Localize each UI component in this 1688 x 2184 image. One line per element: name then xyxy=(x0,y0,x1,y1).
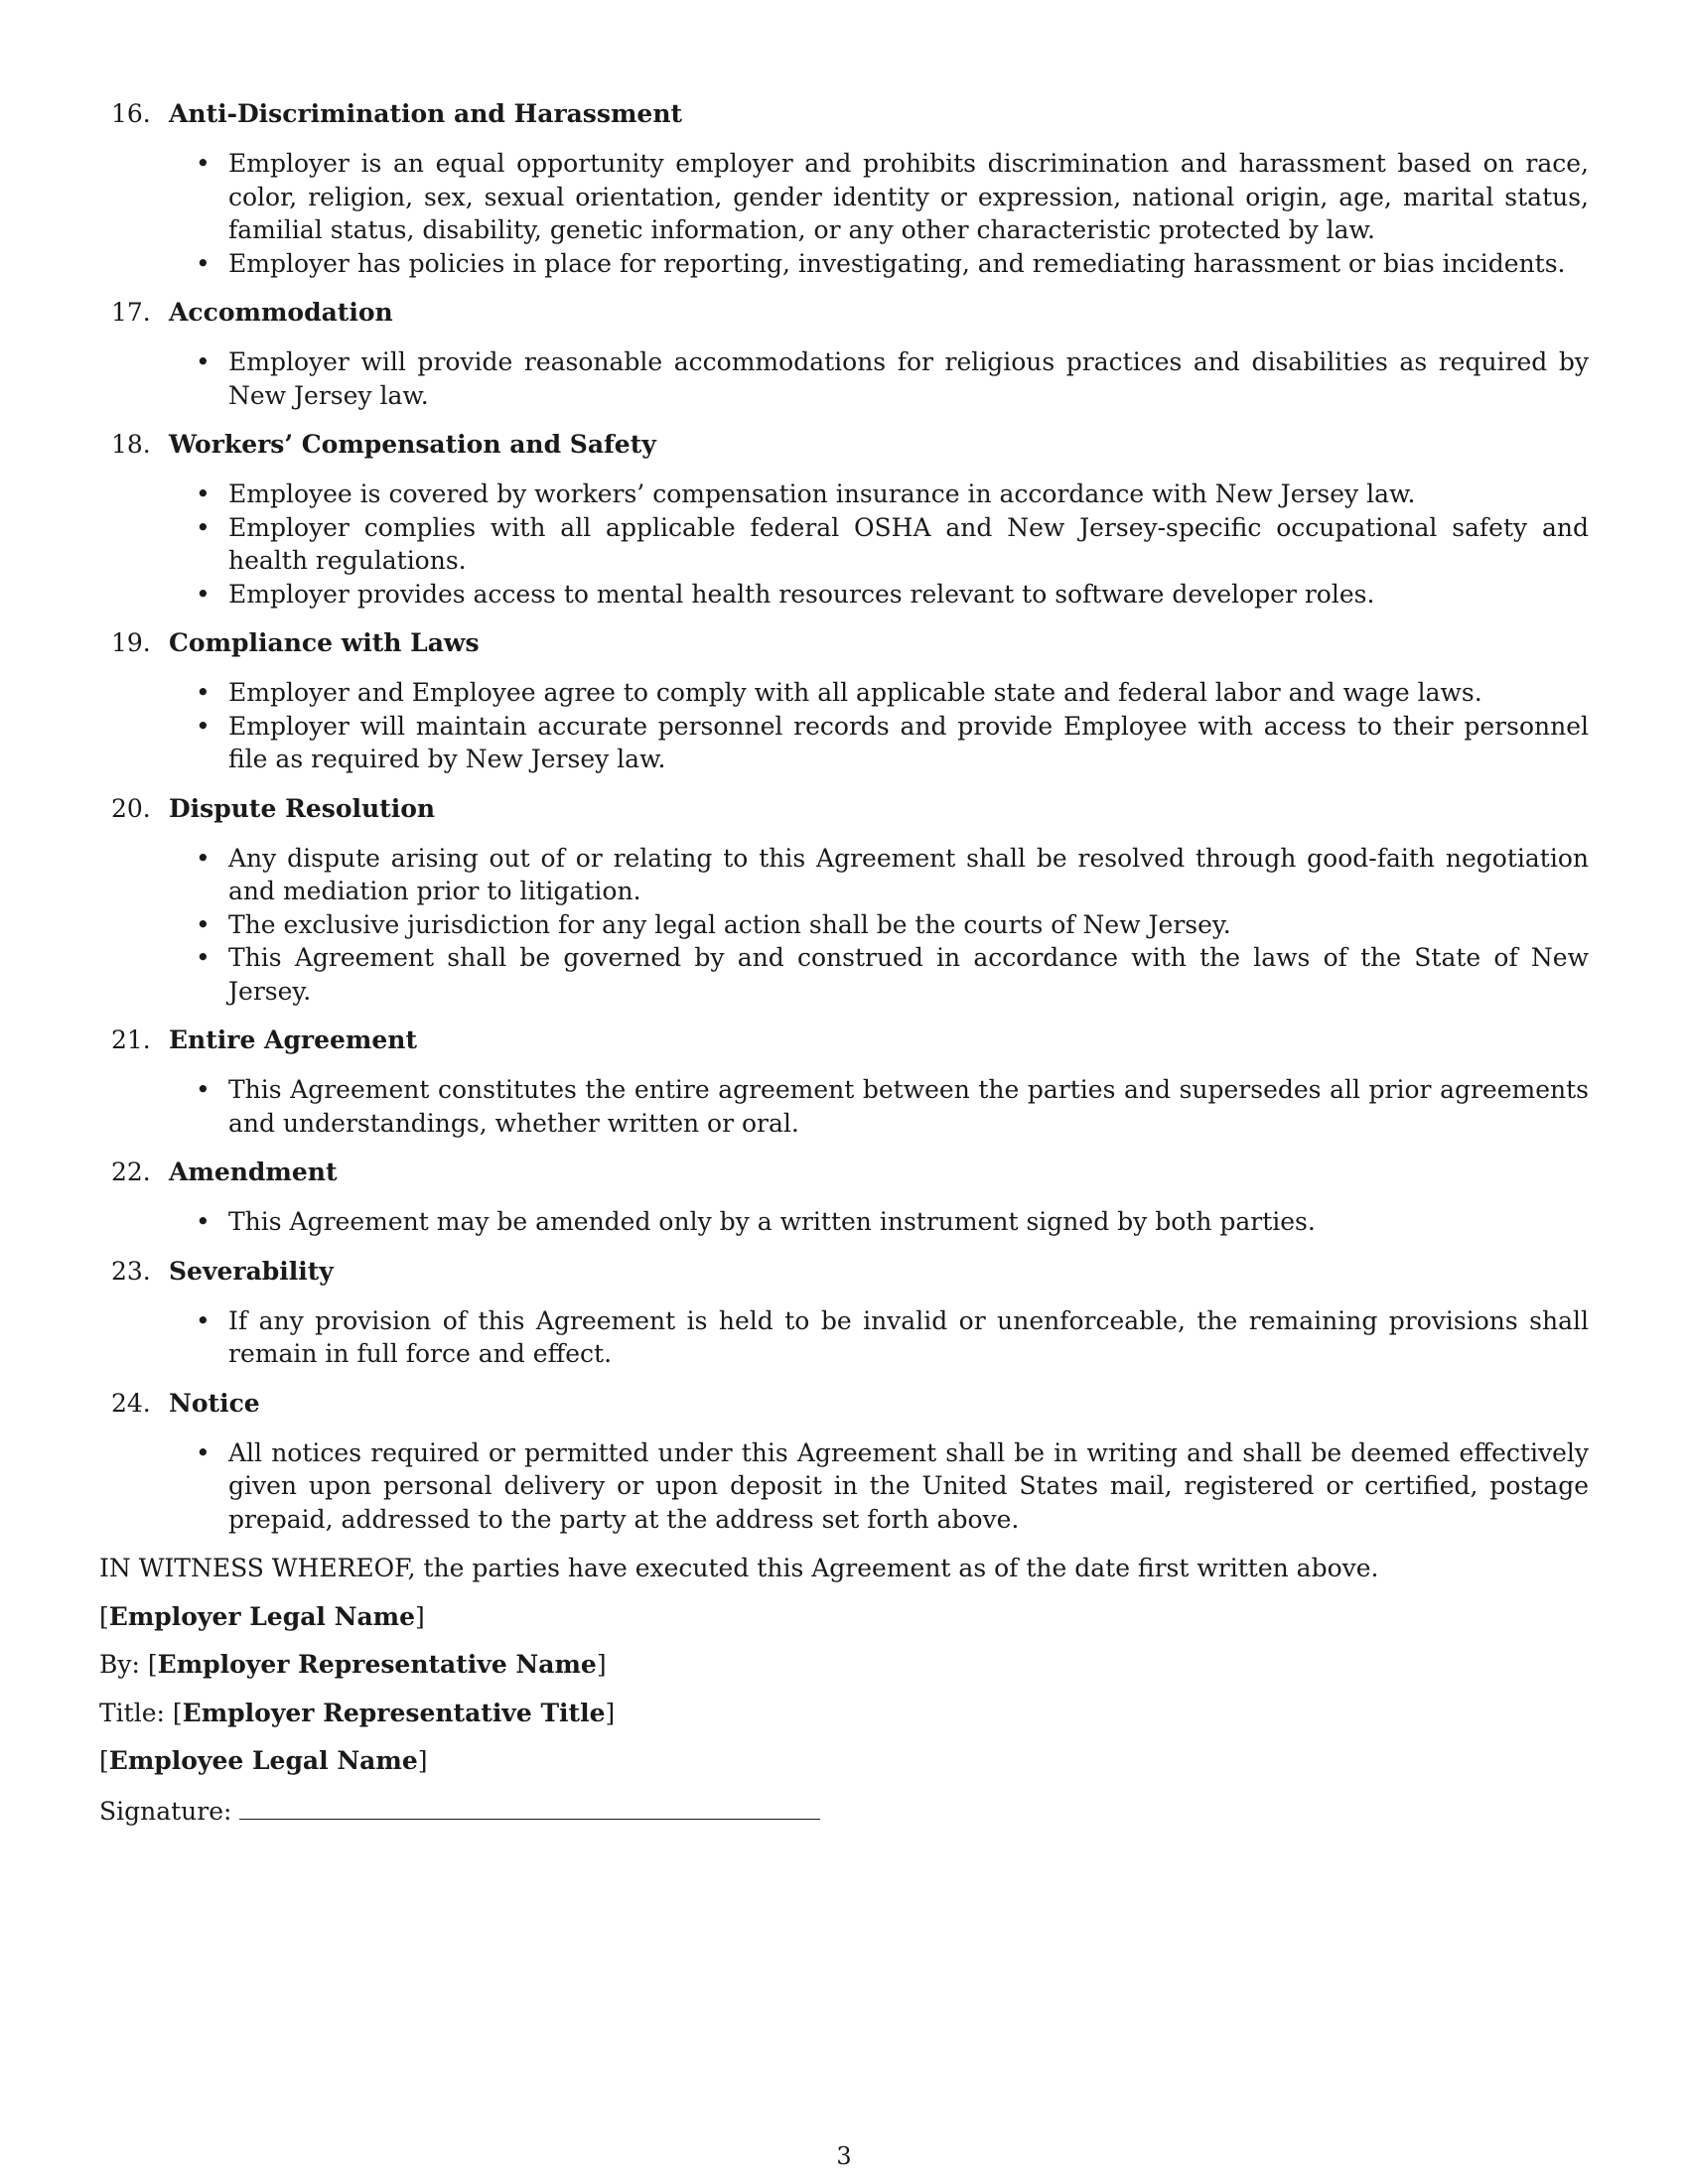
signature-label: Signature: xyxy=(99,1796,232,1826)
employer-representative-title: Employer Representative Title xyxy=(182,1698,606,1727)
bullet-item: • Employer and Employee agree to comply with all applicable state and federal labor and wage laws. xyxy=(99,676,1589,710)
section-title: Notice xyxy=(169,1388,260,1418)
section-23 xyxy=(99,1255,1589,1371)
bullet-item: • Employer is an equal opportunity employer and prohibits discrimination and harassment based on race, color, religion, sex, sexual orientation, gender identity or expression, national origin, age, marital status, familial status, disability, genetic information, or any other characteristic protected by law. xyxy=(99,147,1589,247)
section-title: Anti-Discrimination and Harassment xyxy=(169,99,683,128)
section-heading xyxy=(99,626,1589,660)
bracket-close: ] xyxy=(596,1650,607,1679)
signature-line xyxy=(99,1793,1589,1829)
section-20 xyxy=(99,792,1589,1009)
section-heading xyxy=(99,296,1589,330)
bracket-close: ] xyxy=(417,1746,428,1775)
bullet-list xyxy=(99,1304,1589,1371)
employee-legal-name-value: Employee Legal Name xyxy=(108,1746,418,1775)
bullet-list xyxy=(99,1436,1589,1537)
bullet-item: • The exclusive jurisdiction for any legal action shall be the courts of New Jersey. xyxy=(99,908,1589,942)
page-number: 3 xyxy=(836,2142,852,2170)
bullet-item: • Employer has policies in place for reporting, investigating, and remediating harassment or bias incidents. xyxy=(99,247,1589,281)
section-number: 23. xyxy=(111,1256,151,1286)
bullet-item: • Employer complies with all applicable federal OSHA and New Jersey-specific occupational safety and health regulations. xyxy=(99,511,1589,578)
section-heading xyxy=(99,1156,1589,1189)
section-title: Workers’ Compensation and Safety xyxy=(169,430,656,459)
section-16 xyxy=(99,97,1589,280)
bullet-list xyxy=(99,1073,1589,1140)
section-number: 19. xyxy=(111,628,151,657)
witness-clause: IN WITNESS WHEREOF, the parties have executed this Agreement as of the date first written above. xyxy=(99,1554,1379,1582)
bullet-list xyxy=(99,345,1589,412)
bracket-open: [ xyxy=(147,1650,158,1679)
section-number: 21. xyxy=(111,1025,151,1054)
bullet-item: • Employee is covered by workers’ compensation insurance in accordance with New Jersey law. xyxy=(99,478,1589,511)
bracket-open: [ xyxy=(99,1746,109,1775)
bracket-open: [ xyxy=(99,1601,109,1631)
section-heading xyxy=(99,1255,1589,1289)
section-title: Entire Agreement xyxy=(169,1025,417,1054)
section-24 xyxy=(99,1387,1589,1537)
section-title: Dispute Resolution xyxy=(169,793,436,823)
bullet-item: • This Agreement shall be governed by and construed in accordance with the laws of the State of New Jersey. xyxy=(99,941,1589,1008)
section-21 xyxy=(99,1024,1589,1140)
by-label: By: xyxy=(99,1650,148,1679)
bullet-item: • Any dispute arising out of or relating to this Agreement shall be resolved through good-faith negotiation and mediation prior to litigation. xyxy=(99,842,1589,908)
title-label: Title: xyxy=(99,1698,173,1727)
section-22 xyxy=(99,1156,1589,1239)
bullet-list xyxy=(99,1205,1589,1239)
bracket-close: ] xyxy=(415,1601,425,1631)
section-title: Accommodation xyxy=(169,298,393,327)
section-18 xyxy=(99,428,1589,611)
section-number: 17. xyxy=(111,298,151,327)
employer-representative-title-line xyxy=(99,1697,1589,1730)
bullet-list xyxy=(99,676,1589,776)
section-number: 22. xyxy=(111,1158,151,1186)
section-heading xyxy=(99,1024,1589,1057)
employer-legal-name xyxy=(99,1600,1589,1634)
signature-blank[interactable] xyxy=(239,1793,820,1820)
bracket-close: ] xyxy=(605,1698,616,1727)
employee-legal-name xyxy=(99,1744,1589,1778)
bullet-item: • This Agreement constitutes the entire agreement between the parties and supersedes all prior agreements and understandings, whether written or oral. xyxy=(99,1073,1589,1140)
employer-legal-name-value: Employer Legal Name xyxy=(108,1601,416,1631)
bracket-open: [ xyxy=(172,1698,183,1727)
bullet-list xyxy=(99,478,1589,611)
bullet-item: • All notices required or permitted under this Agreement shall be in writing and shall be deemed effectively given upon personal delivery or upon deposit in the United States mail, registered or certified, postage prepaid, addressed to the party at the address set forth above. xyxy=(99,1436,1589,1537)
employer-representative-name: Employer Representative Name xyxy=(157,1650,597,1679)
bullet-item: • If any provision of this Agreement is held to be invalid or unenforceable, the remaining provisions shall remain in full force and effect. xyxy=(99,1304,1589,1371)
section-heading xyxy=(99,792,1589,826)
section-number: 16. xyxy=(111,99,151,128)
bullet-item: • Employer provides access to mental health resources relevant to software developer roles. xyxy=(99,578,1589,612)
bullet-item: • This Agreement may be amended only by a written instrument signed by both parties. xyxy=(99,1205,1589,1239)
section-number: 24. xyxy=(111,1388,151,1418)
section-heading xyxy=(99,1387,1589,1421)
bullet-item: • Employer will provide reasonable accommodations for religious practices and disabilities as required by New Jersey law. xyxy=(99,345,1589,412)
section-17 xyxy=(99,296,1589,412)
section-number: 20. xyxy=(111,793,151,823)
bullet-item: • Employer will maintain accurate personnel records and provide Employee with access to their personnel file as required by New Jersey law. xyxy=(99,710,1589,776)
bullet-list xyxy=(99,842,1589,1009)
section-heading xyxy=(99,97,1589,131)
bullet-list xyxy=(99,147,1589,280)
section-title: Compliance with Laws xyxy=(169,628,480,657)
section-19 xyxy=(99,626,1589,776)
section-title: Amendment xyxy=(169,1158,338,1186)
section-number: 18. xyxy=(111,430,151,459)
section-title: Severability xyxy=(169,1256,334,1286)
employer-representative-line xyxy=(99,1648,1589,1682)
document-body xyxy=(99,97,1589,1843)
section-heading xyxy=(99,428,1589,462)
